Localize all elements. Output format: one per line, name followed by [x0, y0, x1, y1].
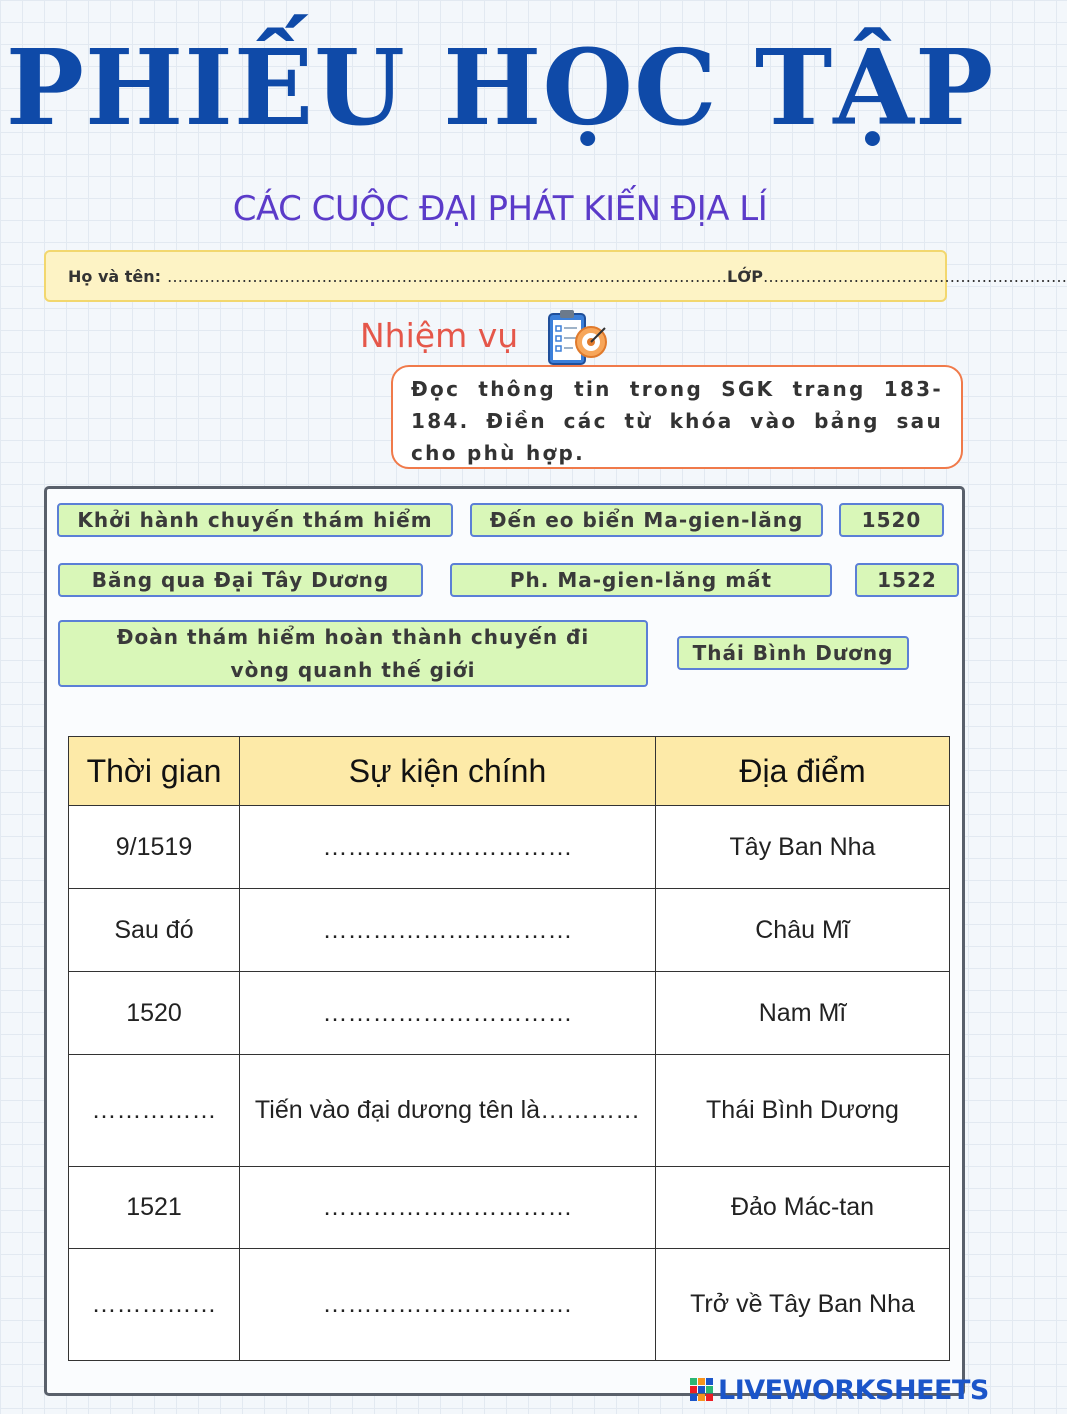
- keyword-chip-4[interactable]: Băng qua Đại Tây Dương: [58, 563, 423, 597]
- event-blank[interactable]: …………………………: [240, 1249, 656, 1361]
- time-blank[interactable]: ……………: [69, 1249, 240, 1361]
- class-field[interactable]: …………………………………………………: [762, 266, 1067, 286]
- place-cell: Thái Bình Dương: [656, 1055, 950, 1167]
- event-blank[interactable]: …………………………: [240, 889, 656, 972]
- time-blank[interactable]: ……………: [69, 1055, 240, 1167]
- keyword-chip-5[interactable]: Ph. Ma-gien-lăng mất: [450, 563, 832, 597]
- event-blank[interactable]: …………………………: [240, 806, 656, 889]
- time-cell: 1520: [69, 972, 240, 1055]
- keyword-chip-2[interactable]: Đến eo biển Ma-gien-lăng: [470, 503, 823, 537]
- table-row: [69, 1167, 950, 1249]
- keyword-chip-8[interactable]: Thái Bình Dương: [677, 636, 909, 670]
- header-event: Sự kiện chính: [240, 737, 656, 806]
- student-info-bar: [44, 250, 1067, 302]
- table-header-row: [69, 737, 950, 806]
- worksheet-title: PHIẾU HỌC TẬP: [5, 26, 995, 149]
- time-cell: Sau đó: [69, 889, 240, 972]
- keyword-chip-3[interactable]: 1520: [839, 503, 944, 537]
- task-instructions: Đọc thông tin trong SGK trang 183-184. Điền các từ khóa vào bảng sau cho phù hợp.: [391, 365, 963, 469]
- events-table: [68, 736, 950, 1361]
- table-row: [69, 889, 950, 972]
- keyword-chip-1[interactable]: Khởi hành chuyến thám hiểm: [57, 503, 453, 537]
- event-blank[interactable]: …………………………: [240, 972, 656, 1055]
- event-cell-with-blank[interactable]: Tiến vào đại dương tên là…………: [240, 1055, 656, 1167]
- header-time: Thời gian: [69, 737, 240, 806]
- place-cell: Đảo Mác-tan: [656, 1167, 950, 1249]
- table-row: [69, 972, 950, 1055]
- clipboard-target-icon: [543, 308, 611, 370]
- class-label: LỚP: [727, 266, 763, 286]
- time-cell: 9/1519: [69, 806, 240, 889]
- place-cell: Nam Mĩ: [656, 972, 950, 1055]
- place-cell: Trở về Tây Ban Nha: [656, 1249, 950, 1361]
- table-row: [69, 806, 950, 889]
- liveworksheets-logo: [690, 1372, 989, 1408]
- liveworksheets-logo-icon: [690, 1378, 714, 1402]
- name-label: Họ và tên:: [68, 266, 162, 286]
- task-label: Nhiệm vụ: [360, 316, 519, 355]
- keyword-chip-6[interactable]: 1522: [855, 563, 959, 597]
- event-blank[interactable]: …………………………: [240, 1167, 656, 1249]
- table-row: [69, 1055, 950, 1167]
- place-cell: Châu Mĩ: [656, 889, 950, 972]
- table-row: [69, 1249, 950, 1361]
- time-cell: 1521: [69, 1167, 240, 1249]
- logo-text: LIVEWORKSHEETS: [718, 1374, 989, 1406]
- header-place: Địa điểm: [656, 737, 950, 806]
- name-field[interactable]: ……………………………………………………………………………………………: [167, 266, 728, 286]
- place-cell: Tây Ban Nha: [656, 806, 950, 889]
- keyword-chip-7[interactable]: Đoàn thám hiểm hoàn thành chuyến đi vòng quanh thế giới: [58, 620, 648, 687]
- worksheet-subtitle: CÁC CUỘC ĐẠI PHÁT KIẾN ĐỊA LÍ: [232, 189, 768, 229]
